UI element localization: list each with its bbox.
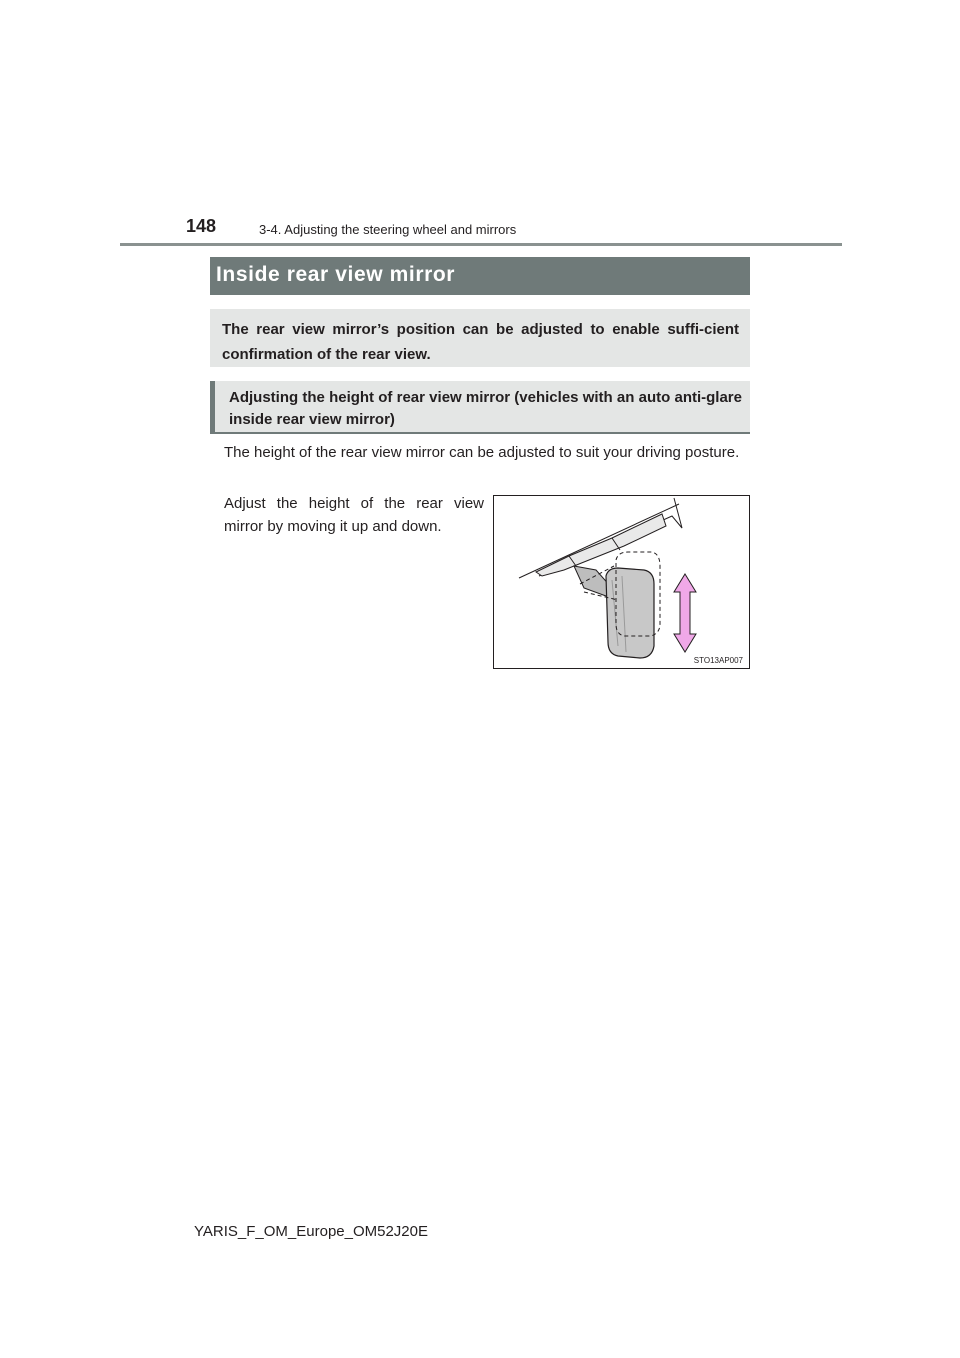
body-paragraph-2: Adjust the height of the rear view mirror by moving it up and down.: [224, 495, 484, 535]
body-paragraph-1: The height of the rear view mirror can be adjusted to suit your driving posture.: [224, 444, 740, 461]
windshield-line: [519, 504, 679, 578]
header-rule: [120, 243, 842, 246]
mirror-body: [606, 568, 654, 658]
up-down-arrow: [674, 574, 696, 652]
mirror-mount: [536, 514, 666, 576]
mirror-drawing: [494, 496, 749, 668]
figure-code: STO13AP007: [693, 656, 743, 665]
mirror-illustration: [493, 495, 750, 669]
chapter-heading: 3-4. Adjusting the steering wheel and mirrors: [259, 222, 517, 237]
section-title: Inside rear view mirror: [210, 257, 750, 295]
page-number: 148: [186, 216, 217, 236]
document-id: YARIS_F_OM_Europe_OM52J20E: [194, 1223, 429, 1240]
subsection-heading: Adjusting the height of rear view mirror (vehicles with an auto anti-glare inside rear view mirror): [210, 381, 750, 434]
section-intro: The rear view mirror’s position can be adjusted to enable suffi-cient confirmation of the rear view.: [210, 309, 750, 367]
